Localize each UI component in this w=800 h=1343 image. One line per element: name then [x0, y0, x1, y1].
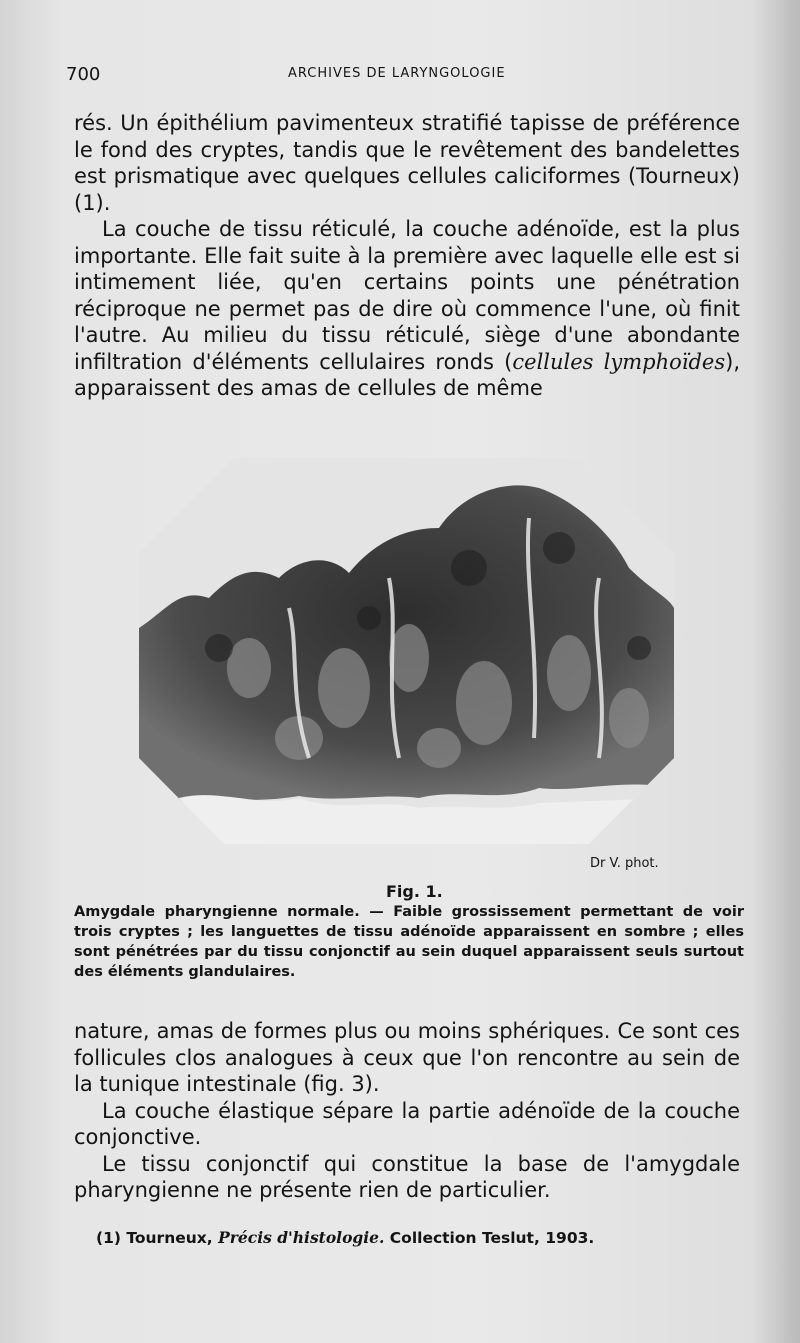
paragraph-2	[74, 216, 740, 402]
paragraph-2-text-end: ), apparaissent des amas de cellules de même	[74, 349, 740, 400]
footnote	[96, 1228, 736, 1247]
paragraph-1: rés. Un épithélium pavimenteux stratifié tapisse de préférence le fond des cryptes, tandis que le revêtement des bandelettes est prismatique avec quelques cellules caliciformes (Tourneux) (1).	[74, 111, 740, 215]
footnote-author: Tourneux,	[126, 1229, 213, 1247]
body-text-top	[74, 110, 740, 402]
body-text-bottom	[74, 1018, 740, 1204]
footnote-title: Précis d'histologie.	[218, 1228, 385, 1247]
footnote-rest: Collection Teslut, 1903.	[389, 1229, 595, 1247]
running-title: ARCHIVES DE LARYNGOLOGIE	[288, 66, 506, 81]
paragraph-2-text: La couche de tissu réticulé, la couche adénoïde, est la plus importante. Elle fait suite à la première avec laquelle elle est si intimement liée, qu'en certains points une pénétration réciproque ne permet pas de dire où commence l'une, où finit l'autre. Au milieu du tissu réticulé, siège d'une abondante infiltration d'éléments cellulaires ronds (	[74, 217, 740, 374]
figure-label: Fig. 1.	[386, 882, 443, 901]
photo-credit: Dr V. phot.	[590, 856, 659, 871]
paragraph-3: nature, amas de formes plus ou moins sphériques. Ce sont ces follicules clos analogues à ceux que l'on rencontre au sein de la tunique intestinale (fig. 3).	[74, 1019, 740, 1096]
footnote-marker: (1)	[96, 1229, 121, 1247]
paragraph-5: Le tissu conjonctif qui constitue la base de l'amygdale pharyngienne ne présente rien de particulier.	[74, 1151, 740, 1202]
figure-caption: Amygdale pharyngienne normale. — Faible grossissement permettant de voir trois cryptes ; les languettes de tissu adénoïde apparaissent en sombre ; elles sont pénétrées par du tissu conjonctif au sein duquel apparaissent seuls surtout des éléments glandulaires.	[74, 904, 744, 980]
paragraph-2-italic: cellules lymphoïdes	[512, 349, 726, 374]
micrograph-image	[139, 458, 674, 844]
paragraph-4: La couche élastique sépare la partie adénoïde de la couche conjonctive.	[74, 1098, 740, 1149]
page-number: 700	[66, 64, 101, 85]
histology-photograph	[139, 458, 674, 844]
page-header	[66, 64, 756, 88]
